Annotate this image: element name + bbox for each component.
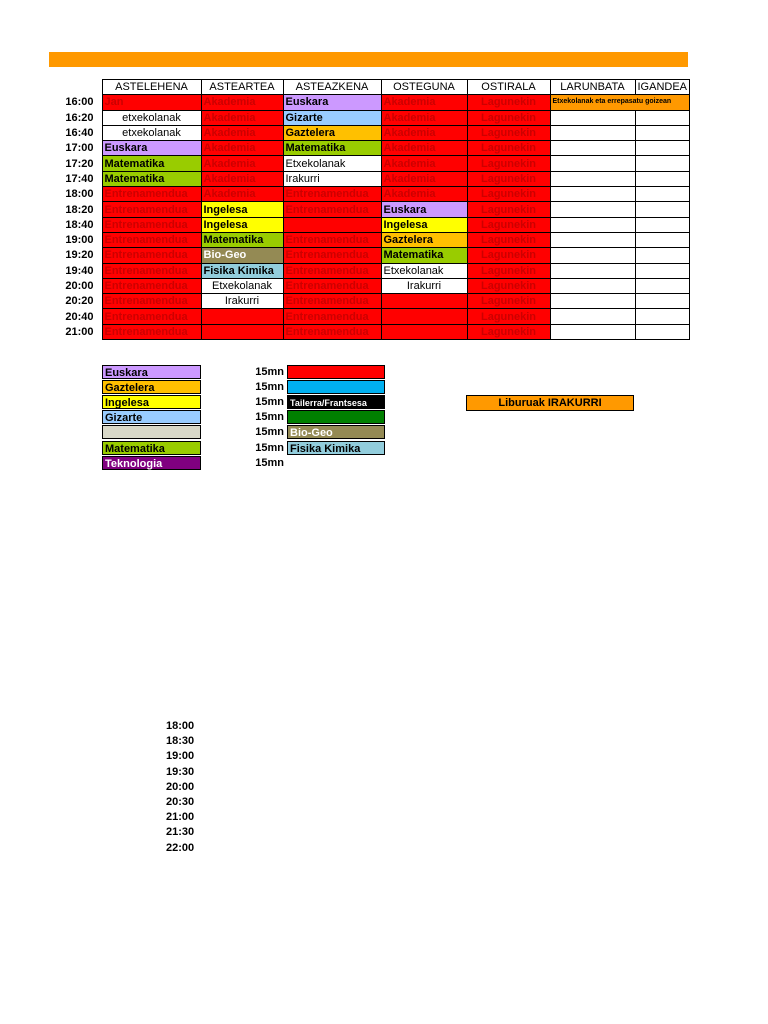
schedule-cell [635,278,690,293]
schedule-cell: Gizarte [283,110,381,125]
legend-duration: 15mn [255,411,284,424]
time-slot-label: 21:00 [65,325,94,338]
schedule-cell: Entrenamendua [102,202,201,217]
schedule-cell [381,294,467,309]
weekly-schedule-table [55,79,690,340]
schedule-cell: Akademia [381,110,467,125]
schedule-cell: Akademia [381,187,467,202]
schedule-cell: Akademia [381,141,467,156]
legend-color-swatch [287,365,385,379]
legend-row [102,455,385,470]
schedule-cell [635,171,690,186]
schedule-cell: Matematika [102,156,201,171]
legend-color-swatch: Tailerra/Frantsesa [287,395,385,409]
time-slot-label: 16:20 [65,111,94,124]
legend-color-swatch: Fisika Kimika [287,441,385,455]
legend-subject: Ingelesa [102,395,201,409]
legend-subject: Euskara [102,365,201,379]
schedule-cell: Gaztelera [283,125,381,140]
legend-subject: Gizarte [102,410,201,424]
schedule-cell: Lagunekin [467,171,550,186]
legend-row [102,425,385,440]
schedule-cell [550,309,635,324]
time-slot-label: 20:40 [65,310,94,323]
schedule-cell [381,324,467,339]
schedule-cell: Lagunekin [467,217,550,232]
schedule-cell [550,171,635,186]
legend-duration: 15mn [255,380,284,393]
schedule-cell: Entrenamendua [102,248,201,263]
schedule-row [55,232,690,247]
time-slot-label: 16:00 [65,96,94,109]
legend-row [102,440,385,455]
schedule-cell: Lagunekin [467,294,550,309]
schedule-cell: Akademia [381,156,467,171]
schedule-cell: etxekolanak [102,110,201,125]
schedule-cell: Lagunekin [467,125,550,140]
schedule-cell: Entrenamendua [283,324,381,339]
schedule-cell [635,156,690,171]
schedule-cell: Etxekolanak [283,156,381,171]
schedule-cell: Euskara [102,141,201,156]
schedule-cell [635,125,690,140]
evening-time-list [166,719,194,856]
schedule-cell: Ingelesa [201,202,283,217]
schedule-cell [635,202,690,217]
schedule-cell [635,324,690,339]
schedule-cell: Lagunekin [467,202,550,217]
schedule-cell [635,141,690,156]
schedule-cell [550,263,635,278]
schedule-cell [635,232,690,247]
day-header: ASTELEHENA [102,80,201,95]
schedule-cell: Jan [102,95,201,110]
schedule-cell: Entrenamendua [283,202,381,217]
time-slot-label: 17:00 [65,142,94,155]
time-label: 22:00 [166,841,195,854]
schedule-cell: Lagunekin [467,263,550,278]
time-label: 21:30 [166,826,195,839]
schedule-cell: Entrenamendua [102,309,201,324]
time-slot-label: 17:20 [65,157,94,170]
time-label: 20:30 [166,795,195,808]
subject-legend [102,364,385,470]
schedule-row [55,202,690,217]
schedule-cell: Euskara [283,95,381,110]
schedule-row [55,125,690,140]
schedule-row [55,263,690,278]
schedule-cell: Entrenamendua [102,263,201,278]
time-label: 18:30 [166,735,195,748]
schedule-cell: Euskara [381,202,467,217]
schedule-cell: Matematika [102,171,201,186]
schedule-cell [381,309,467,324]
time-slot-label: 20:20 [65,295,94,308]
schedule-cell: Akademia [201,156,283,171]
schedule-cell [550,202,635,217]
legend-row [102,379,385,394]
schedule-cell [550,187,635,202]
schedule-cell: Irakurri [283,171,381,186]
schedule-cell: Lagunekin [467,324,550,339]
schedule-cell: Entrenamendua [102,294,201,309]
schedule-cell: Lagunekin [467,278,550,293]
schedule-cell: Lagunekin [467,232,550,247]
schedule-cell: Entrenamendua [283,232,381,247]
legend-color-swatch: Bio-Geo [287,425,385,439]
schedule-cell: Entrenamendua [283,294,381,309]
legend-color-swatch [287,410,385,424]
schedule-cell: Entrenamendua [102,278,201,293]
schedule-cell [550,232,635,247]
legend-row [102,364,385,379]
schedule-cell: Etxekolanak [381,263,467,278]
time-slot-label: 19:40 [65,264,94,277]
schedule-cell: Matematika [201,232,283,247]
schedule-cell: Lagunekin [467,156,550,171]
schedule-cell [550,110,635,125]
schedule-cell: Akademia [201,110,283,125]
schedule-cell: Entrenamendua [283,309,381,324]
schedule-cell: Akademia [201,125,283,140]
schedule-cell [550,141,635,156]
schedule-cell [635,217,690,232]
schedule-row [55,278,690,293]
legend-color-swatch [287,380,385,394]
day-header: IGANDEA [635,80,690,95]
legend-row [102,410,385,425]
time-slot-label: 18:20 [65,203,94,216]
schedule-row [55,141,690,156]
schedule-cell: Entrenamendua [283,248,381,263]
schedule-cell: Lagunekin [467,141,550,156]
schedule-cell: Lagunekin [467,309,550,324]
schedule-row [55,294,690,309]
schedule-cell [635,294,690,309]
schedule-cell: Entrenamendua [102,324,201,339]
schedule-cell: Akademia [381,171,467,186]
schedule-cell: Akademia [201,171,283,186]
schedule-cell: Akademia [201,141,283,156]
time-label: 19:00 [166,750,195,763]
schedule-cell: Entrenamendua [102,232,201,247]
schedule-cell: Lagunekin [467,248,550,263]
schedule-cell: Akademia [201,187,283,202]
schedule-cell [550,248,635,263]
read-books-button[interactable]: Liburuak IRAKURRI [466,395,634,411]
schedule-cell: Akademia [381,95,467,110]
day-header: OSTEGUNA [381,80,467,95]
schedule-cell: Entrenamendua [283,278,381,293]
schedule-cell [635,263,690,278]
time-label: 21:00 [166,811,195,824]
time-slot-label: 18:40 [65,218,94,231]
schedule-cell: Irakurri [381,278,467,293]
schedule-row [55,171,690,186]
legend-subject: Gaztelera [102,380,201,394]
schedule-cell: Bio-Geo [201,248,283,263]
legend-duration: 15mn [255,395,284,408]
schedule-cell: Entrenamendua [102,187,201,202]
schedule-cell [635,110,690,125]
schedule-row [55,248,690,263]
schedule-cell: Matematika [381,248,467,263]
schedule-cell [550,294,635,309]
schedule-cell: Entrenamendua [102,217,201,232]
schedule-cell: Lagunekin [467,187,550,202]
day-header: ASTEARTEA [201,80,283,95]
schedule-cell: Gaztelera [381,232,467,247]
legend-subject: Teknologia [102,456,201,470]
time-slot-label: 16:40 [65,127,94,140]
time-slot-label: 19:20 [65,249,94,262]
schedule-row [55,187,690,202]
schedule-cell [550,125,635,140]
schedule-cell: Entrenamendua [283,187,381,202]
schedule-cell: Entrenamendua [283,263,381,278]
header-banner [49,52,688,67]
schedule-cell [635,187,690,202]
day-header-row [55,80,690,95]
legend-subject [102,425,201,439]
schedule-cell: Matematika [283,141,381,156]
schedule-cell [283,217,381,232]
schedule-cell [550,324,635,339]
schedule-cell [201,309,283,324]
time-label: 19:30 [166,765,195,778]
schedule-cell: Lagunekin [467,110,550,125]
legend-subject: Matematika [102,441,201,455]
schedule-cell [550,278,635,293]
legend-duration: 15mn [255,426,284,439]
legend-duration: 15mn [255,456,284,469]
schedule-cell: Ingelesa [201,217,283,232]
time-slot-label: 18:00 [65,188,94,201]
day-header: ASTEAZKENA [283,80,381,95]
schedule-row [55,217,690,232]
legend-row [102,394,385,409]
schedule-cell: Etxekolanak [201,278,283,293]
schedule-row [55,95,690,110]
time-label: 18:00 [166,720,195,732]
time-slot-label: 19:00 [65,234,94,247]
schedule-cell: Etxekolanak eta errepasatu goizean [550,95,690,110]
schedule-cell: Akademia [201,95,283,110]
schedule-row [55,324,690,339]
schedule-row [55,110,690,125]
day-header: OSTIRALA [467,80,550,95]
schedule-cell [635,248,690,263]
schedule-cell: Irakurri [201,294,283,309]
schedule-cell [550,217,635,232]
schedule-row [55,156,690,171]
schedule-cell [635,309,690,324]
time-label: 20:00 [166,780,195,793]
day-header: LARUNBATA [550,80,635,95]
schedule-cell: etxekolanak [102,125,201,140]
legend-duration: 15mn [255,441,284,454]
legend-duration: 15mn [255,365,284,378]
schedule-cell: Fisika Kimika [201,263,283,278]
time-slot-label: 20:00 [65,280,94,292]
schedule-cell [550,156,635,171]
schedule-cell [201,324,283,339]
schedule-cell: Lagunekin [467,95,550,110]
schedule-cell: Ingelesa [381,217,467,232]
schedule-cell: Akademia [381,125,467,140]
schedule-row [55,309,690,324]
time-slot-label: 17:40 [65,172,94,185]
